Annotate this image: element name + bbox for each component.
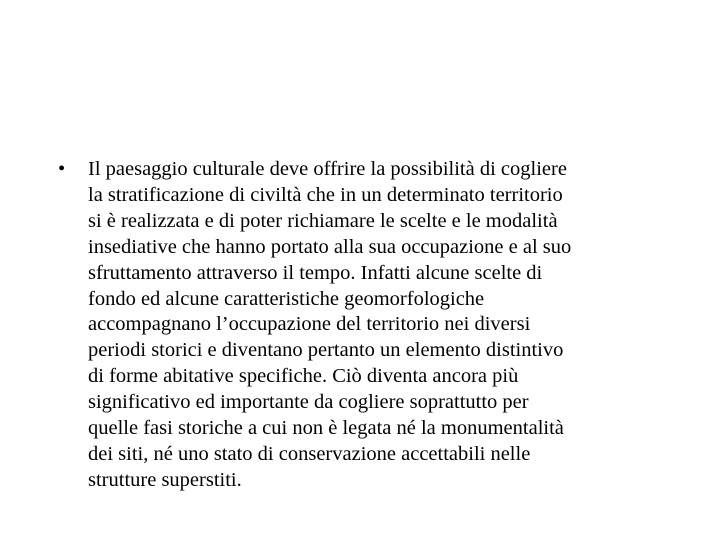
text-line: periodi storici e diventano pertanto un elemento distintivo bbox=[88, 339, 564, 362]
text-line: strutture superstiti. bbox=[88, 468, 242, 491]
text-line: insediative che hanno portato alla sua occupazione e al suo bbox=[88, 235, 572, 258]
text-line: Il paesaggio culturale deve offrire la possibilità di cogliere bbox=[88, 158, 567, 180]
text-line: accompagnano l’occupazione del territorio nei diversi bbox=[88, 313, 531, 336]
bullet-marker: • bbox=[58, 158, 66, 180]
text-line: si è realizzata e di poter richiamare le scelte e le modalità bbox=[88, 209, 558, 232]
text-line: la stratificazione di civiltà che in un determinato territorio bbox=[88, 183, 563, 206]
text-line: fondo ed alcune caratteristiche geomorfologiche bbox=[88, 287, 485, 310]
text-line: quelle fasi storiche a cui non è legata né la monumentalità bbox=[88, 417, 564, 440]
bullet-paragraph bbox=[58, 157, 658, 494]
text-line: significativo ed importante da cogliere soprattutto per bbox=[88, 391, 529, 414]
text-line: di forme abitative specifiche. Ciò diventa ancora più bbox=[88, 365, 519, 388]
text-line: sfruttamento attraverso il tempo. Infatti alcune scelte di bbox=[88, 261, 543, 284]
text-line: dei siti, né uno stato di conservazione accettabili nelle bbox=[88, 442, 531, 465]
paragraph-text bbox=[88, 157, 658, 494]
